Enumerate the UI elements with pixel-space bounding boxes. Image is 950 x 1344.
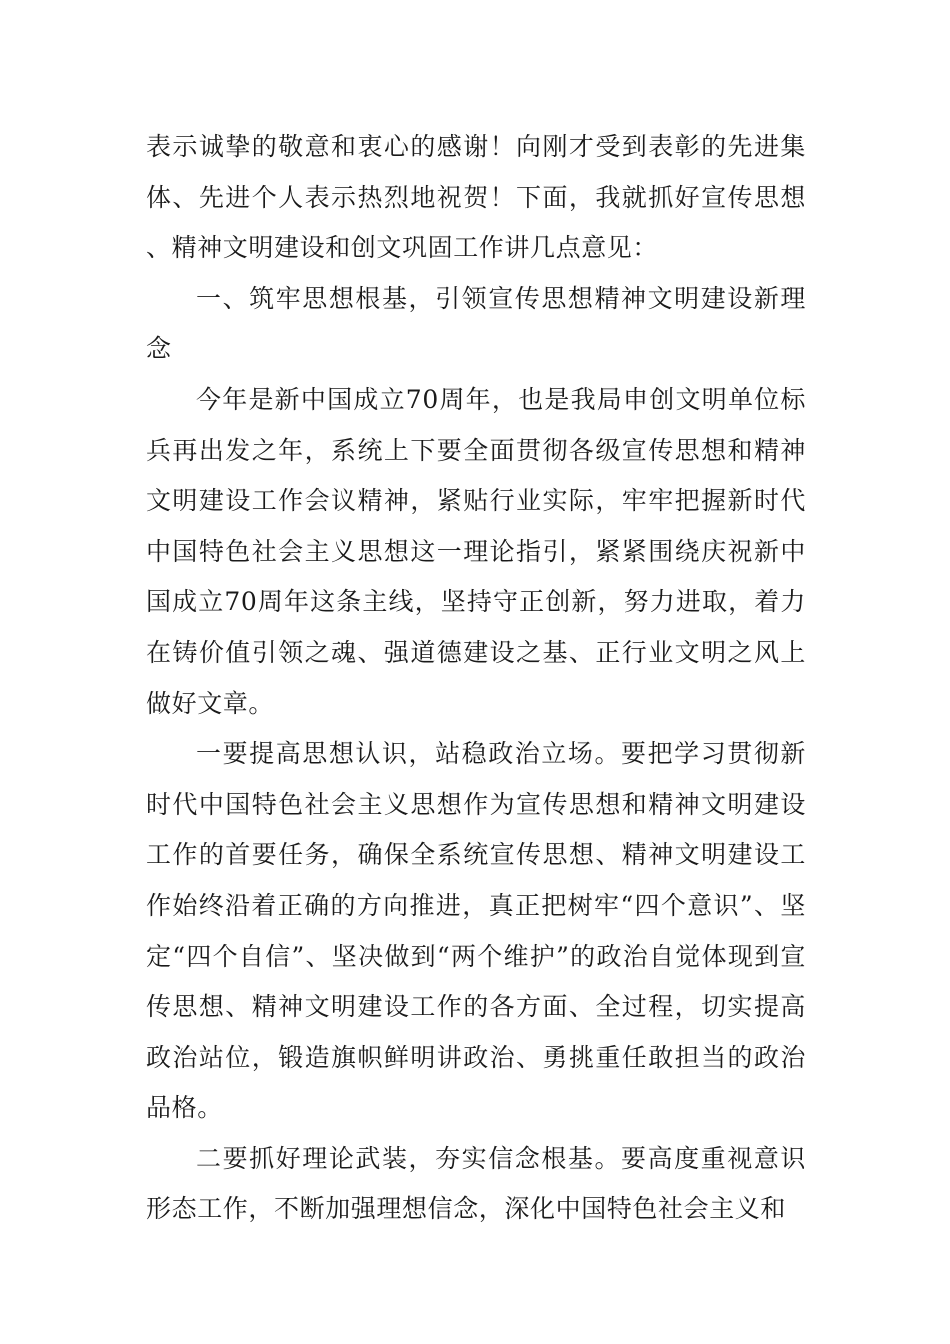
paragraph-continuation: 表示诚挚的敬意和衷心的感谢！向刚才受到表彰的先进集体、先进个人表示热烈地祝贺！下面，我就抓好宣传思想、精神文明建设和创文巩固工作讲几点意见： <box>146 132 806 263</box>
section-heading-1: 一、筑牢思想根基，引领宣传思想精神文明建设新理念 <box>146 283 806 364</box>
document-body <box>146 122 806 1235</box>
paragraph-point-2: 二要抓好理论武装，夯实信念根基。要高度重视意识形态工作，不断加强理想信念，深化中国特色社会主义和 <box>146 1143 806 1224</box>
paragraph-intro: 今年是新中国成立70周年，也是我局申创文明单位标兵再出发之年，系统上下要全面贯彻各级宣传思想和精神文明建设工作会议精神，紧贴行业实际，牢牢把握新时代中国特色社会主义思想这一理论指引，紧紧围绕庆祝新中国成立70周年这条主线，坚持守正创新，努力进取，着力在铸价值引领之魂、强道德建设之基、正行业文明之风上做好文章。 <box>146 384 806 718</box>
paragraph-point-1: 一要提高思想认识，站稳政治立场。要把学习贯彻新时代中国特色社会主义思想作为宣传思想和精神文明建设工作的首要任务，确保全系统宣传思想、精神文明建设工作始终沿着正确的方向推进，真正把树牢“四个意识”、坚定“四个自信”、坚决做到“两个维护”的政治自觉体现到宣传思想、精神文明建设工作的各方面、全过程，切实提高政治站位，锻造旗帜鲜明讲政治、勇挑重任敢担当的政治品格。 <box>146 739 806 1123</box>
